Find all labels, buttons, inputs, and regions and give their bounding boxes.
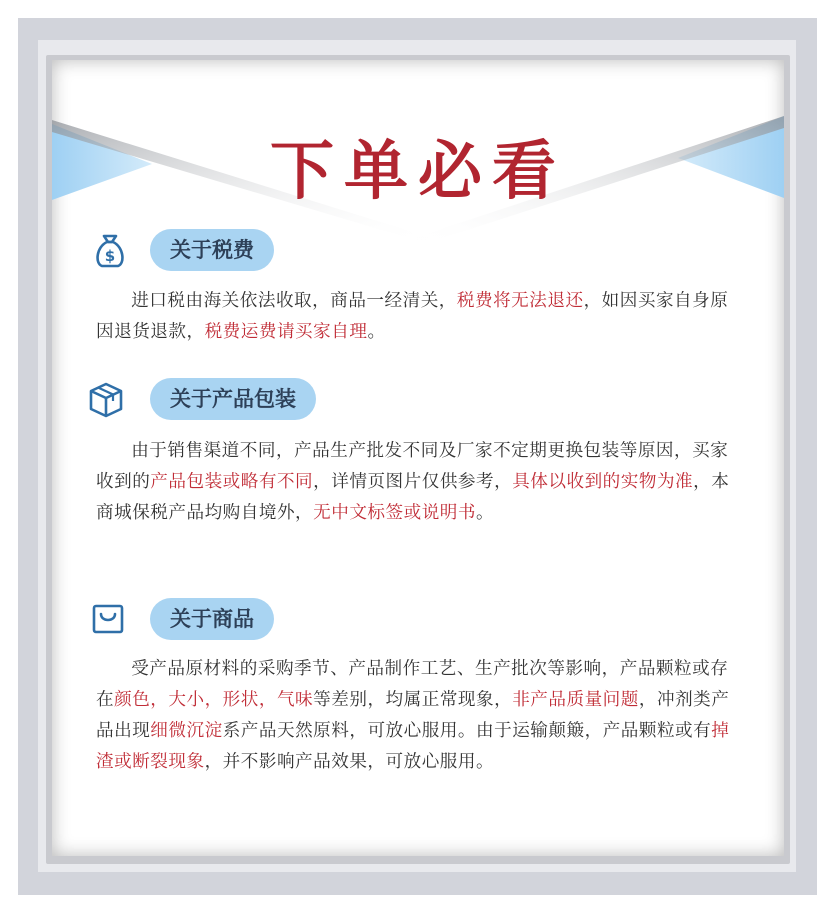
highlighted-text: 产品包装或略有不同	[150, 472, 314, 492]
product-paragraph	[96, 654, 746, 778]
body-text: 系产品天然原料，可放心服用。由于运输颠簸，产品颗粒或有	[222, 721, 712, 741]
body-text: ，本商城保税产品均购自境外，	[96, 472, 730, 523]
notice-card	[52, 60, 784, 856]
package-box-icon	[86, 380, 126, 420]
highlighted-text: 细微沉淀	[150, 721, 223, 741]
section-heading-packaging: 关于产品包装	[150, 378, 316, 420]
section-heading-tax: 关于税费	[150, 229, 274, 271]
highlighted-text: 无中文标签或说明书	[313, 503, 476, 523]
highlighted-text: 非产品质量问题	[512, 690, 639, 710]
body-text: 由于销售渠道不同，产品生产批发不同及厂家不定期更换包装等原因，买家收到的	[96, 441, 729, 492]
money-bag-icon	[90, 230, 130, 270]
highlighted-text: 颜色，大小，形状，气味	[114, 690, 314, 710]
highlighted-text: 税费将无法退还	[456, 291, 584, 311]
svg-text:$: $	[104, 247, 116, 265]
highlighted-text: 具体以收到的实物为准	[512, 472, 694, 492]
tax-paragraph	[96, 286, 746, 348]
page-title: 下单必看	[270, 135, 566, 209]
body-text: ，如因买家自身原因退货退款，	[96, 291, 729, 342]
body-text: 。	[367, 322, 386, 342]
highlighted-text: 掉渣或断裂现象	[96, 721, 730, 772]
packaging-paragraph	[96, 436, 746, 529]
body-text: 等差别，均属正常现象，	[313, 690, 513, 710]
body-text: ，详情页图片仅供参考，	[313, 472, 513, 492]
body-text: 。	[476, 503, 495, 523]
section-heading-product: 关于商品	[150, 598, 274, 640]
body-text: 进口税由海关依法收取，商品一经清关，	[131, 291, 457, 311]
highlighted-text: 税费运费请买家自理	[204, 322, 368, 342]
body-text: ，冲剂类产品出现	[96, 690, 730, 741]
body-text: 受产品原材料的采购季节、产品制作工艺、生产批次等影响，产品颗粒或存在	[96, 659, 729, 710]
body-text: ，并不影响产品效果，可放心服用。	[204, 752, 495, 772]
shopping-bag-icon	[88, 598, 128, 638]
